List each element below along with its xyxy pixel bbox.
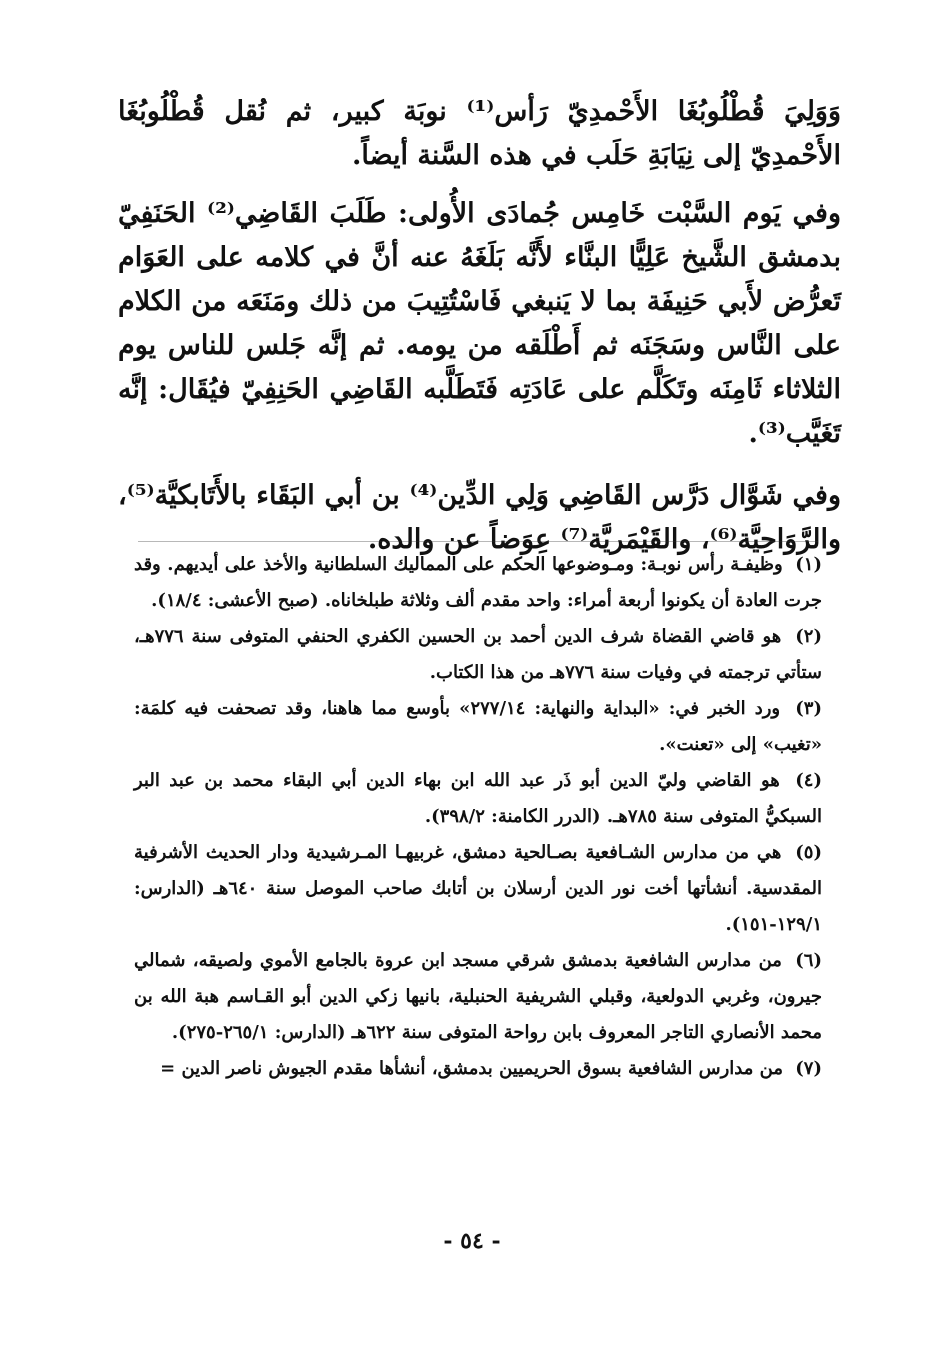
footnote-7 <box>134 1051 822 1087</box>
footnote-number: (٤) <box>795 770 822 791</box>
footnote-text: من مدارس الشافعية بدمشق شرقي مسجد ابن عروة بالجامع الأموي ولصيقه، شمالي جيرون، وغربي الدولعية، وقبلي الشريفية الحنبلية، بانيها زكي الدين أبو القـاسم هبة الله بن محمد الأنصاري التاجر المعروف بابن رواحة المتوفى سنة ٦٢٢هـ (الدارس: ٢٦٥/١-٢٧٥). <box>134 950 822 1043</box>
footnote-5 <box>134 835 822 943</box>
footnote-text: من مدارس الشافعية بسوق الحريميين بدمشق، أنشأها مقدم الجيوش ناصر الدين = <box>160 1058 783 1079</box>
footnote-text: هي من مدارس الشـافعية بصـالحية دمشق، غربيهـا المـرشيدية ودار الحديث الأشرفية المقدسية. أنشأتها أخت نور الدين أرسلان بن أتابك صاحب الموصل سنة ٦٤٠هـ (الدارس: ١٢٩/١-١٥١). <box>134 842 822 935</box>
footnote-1 <box>134 547 822 619</box>
paragraph-1: وَوَلِيَ قُطْلُوبُغَا الأَحْمدِيّ رَأس⁽¹⁾ نوبَة كبير، ثم نُقل قُطْلُوبُغَا الأَحْمدِيّ إلى نِيَابَةِ حَلَب في هذه السَّنة أيضاً. <box>118 96 841 171</box>
footnote-text: ورد الخبر في: «البداية والنهاية: ٢٧٧/١٤» بأوسع مما هاهنا، وقد تصحفت فيه كلمَة: «تغيب» إلى «تعنت». <box>134 698 822 755</box>
footnote-number: (٣) <box>795 698 822 719</box>
main-text <box>118 90 841 580</box>
footnote-4 <box>134 763 822 835</box>
footnote-number: (١) <box>795 554 822 575</box>
paragraph-3: وفي شَوَّال دَرَّس القَاضِي وَلِي الدِّين⁽⁴⁾ بن أبي البَقَاء بالأَتَابكيَّة⁽⁵⁾، والرَّوَاحِيَّة⁽⁶⁾، والقَيْمَريَّة⁽⁷⁾ عِوَضاً عن والده. <box>118 480 841 555</box>
footnote-divider <box>138 541 818 542</box>
footnote-text: وظيفـة رأس نوبـة: ومـوضوعها الحكم على المماليك السلطانية والأخذ على أيديهم. وقد جرت العادة أن يكونوا أربعة أمراء: واحد مقدم ألف وثلاثة طبلخاناه. (صبح الأعشى: ١٨/٤). <box>134 554 822 611</box>
footnote-number: (٦) <box>795 950 822 971</box>
footnote-2 <box>134 619 822 691</box>
footnote-text: هو قاضي القضاة شرف الدين أحمد بن الحسين الكفري الحنفي المتوفى سنة ٧٧٦هـ، ستأتي ترجمته في وفيات سنة ٧٧٦هـ من هذا الكتاب. <box>134 626 822 683</box>
footnote-number: (٢) <box>795 626 822 647</box>
footnotes <box>134 547 822 1087</box>
footnote-number: (٧) <box>795 1058 822 1079</box>
footnote-6 <box>134 943 822 1051</box>
footnote-3 <box>134 691 822 763</box>
footnote-text: هو القاضي وليّ الدين أبو ذَر عبد الله ابن بهاء الدين أبي البقاء محمد بن عبد البر السبكيُّ المتوفى سنة ٧٨٥هـ. (الدرر الكامنة: ٣٩٨/٢). <box>134 770 822 827</box>
page-number: - ٥٤ - <box>443 1228 501 1254</box>
paragraph-2: وفي يَوم السَّبْت خَامِس جُمادَى الأُولى: طَلَبَ القَاضِي⁽²⁾ الحَنَفِيّ بدمشق الشَّيخ عَلِيًّا البنَّاء لأَنَّه بَلَغَهُ عنه أنَّ في كلامه على العَوَام تَعرُّض لأَبي حَنِيفَة بما لا يَنبغي فَاسْتُتِيبَ من ذلك ومَنَعَه من الكلام على النَّاس وسَجَنَه ثم أَطْلَقه من يومه. ثم إنَّه جَلس للناس يوم الثلاثاء ثَامِنَه وتَكَلَّم على عَادَتِه فَتَطَلَّبه القَاضِي الحَنِفِيّ فيُقَال: إنَّه تَغَيَّب⁽³⁾. <box>118 198 841 449</box>
footnote-number: (٥) <box>795 842 822 863</box>
